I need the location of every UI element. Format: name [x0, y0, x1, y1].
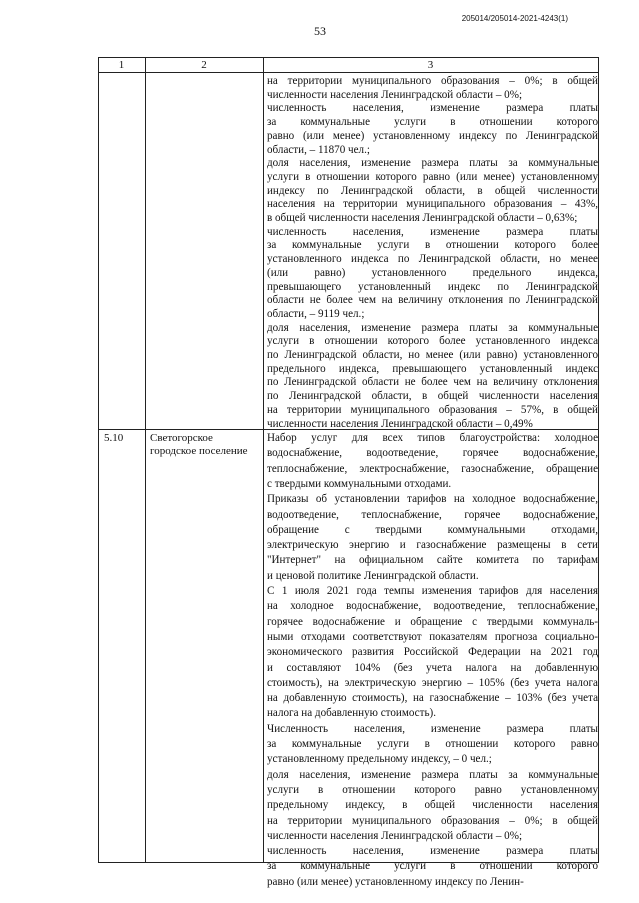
document-id: 205014/205014-2021-4243(1): [461, 14, 568, 23]
col3-text-line: обращение с твердыми коммунальными отходами,: [267, 523, 598, 536]
col3-text-line: в общей численности населения Ленинградской области – 0,63%;: [267, 212, 578, 224]
row-number-5-10: 5.10: [104, 432, 124, 444]
header-col-3: 3: [427, 59, 434, 71]
col3-text-line: области, – 11870 чел.;: [267, 143, 370, 156]
col3-text-line: Набор услуг для всех типов благоустройства: холодное: [267, 432, 598, 444]
col3-text-line: области, – 9119 чел.;: [267, 307, 365, 320]
col3-text-line: и составляют 104% (без учета налога на добавленную: [267, 661, 598, 674]
col3-text-line: области не более чем на величину отклонения по Ленинградской: [267, 294, 598, 307]
col3-text-line: предельному индексу, в общей численности населения: [267, 799, 598, 812]
col3-text-line: Приказы об установлении тарифов на холодное водоснабжение,: [267, 493, 598, 506]
col3-text-line: горячее водоснабжение и обращение с твердыми коммуналь-: [267, 615, 598, 628]
col3-text-line: предельного индекса, превышающего установленный индекс: [267, 362, 598, 375]
col3-text-line: по Ленинградской области, в общей численности населения: [267, 390, 598, 403]
header-col-1: 1: [118, 59, 125, 71]
col3-text-line: по Ленинградской области не более чем на величину отклонения: [267, 376, 598, 389]
col3-text-line: теплоснабжение, электроснабжение, газоснабжение, обращение: [267, 462, 598, 475]
table-border-top: [98, 57, 599, 58]
col3-text-line: и ценовой политике Ленинградской области.: [267, 569, 479, 582]
column-divider-2: [263, 57, 264, 863]
col3-text-line: численность населения, изменение размера платы: [267, 102, 598, 115]
col3-text-line: услуги в отношении которого более установленного индекса: [267, 335, 598, 348]
col3-text-line: превышающего установленный индекс по Ленинградской: [267, 280, 598, 293]
col3-text-line: (или равно) установленного предельного индекса,: [267, 266, 598, 279]
col3-text-line: численности населения Ленинградской области – 0,49%: [267, 417, 533, 430]
municipality-name-line: городское поселение: [150, 445, 248, 457]
col3-text-line: налога на добавленную стоимость).: [267, 707, 436, 720]
col3-text-line: за коммунальные услуги в отношении которого равно: [267, 738, 598, 750]
col3-text-line: услуги в отношении которого равно (или менее) установленному: [267, 170, 598, 183]
col3-text-line: доля населения, изменение размера платы за коммунальные: [267, 321, 598, 334]
col3-text-line: на территории муниципального образования – 57%, в общей: [267, 403, 598, 416]
col3-text-line: равно (или менее) установленному индексу по Ленинградской: [267, 129, 598, 142]
column-divider-1: [145, 57, 146, 863]
col3-text-line: водоснабжение, водоотведение, горячее водоснабжение,: [267, 447, 598, 460]
col3-text-line: электрическую энергию и газоснабжение размещены в сети: [267, 539, 598, 552]
col3-text-line: стоимость), на электрическую энергию – 105% (без учета налога: [267, 676, 598, 689]
col3-text-line: доля населения, изменение размера платы за коммунальные: [267, 768, 598, 781]
col3-text-line: на территории муниципального образования – 0%; в общей: [267, 75, 598, 87]
col3-text-line: на территории муниципального образования – 0%; в общей: [267, 814, 598, 827]
col3-text-line: за коммунальные услуги в отношении которого: [267, 116, 598, 129]
col3-text-line: услуги в отношении которого равно установленному: [267, 783, 598, 796]
col3-text-line: экономического развития Российской Федерации на 2021 год: [267, 646, 598, 659]
col3-text-line: по Ленинградской области, но менее (или равно) установленного: [267, 349, 598, 361]
col3-text-line: равно (или менее) установленному индексу по Ленин-: [267, 875, 524, 888]
col3-text-line: численности населения Ленинградской области – 0%;: [267, 88, 523, 101]
col3-text-line: за коммунальные услуги в отношении которого: [267, 860, 598, 873]
col3-text-line: численность населения, изменение размера платы: [267, 845, 598, 858]
col3-text-line: доля населения, изменение размера платы за коммунальные: [267, 157, 598, 170]
col3-text-line: населения на территории муниципального образования – 43%,: [267, 198, 598, 211]
col3-text-line: установленного индекса по Ленинградской области, но менее: [267, 253, 598, 266]
municipality-name-line: Светогорское: [150, 432, 213, 444]
table-border-right: [598, 57, 599, 863]
col3-text-line: "Интернет" на официальном сайте комитета по тарифам: [267, 554, 598, 567]
col3-text-line: С 1 июля 2021 года темпы изменения тарифов для населения: [267, 585, 598, 597]
header-col-2: 2: [201, 59, 207, 71]
page-number: 53: [314, 24, 326, 38]
header-divider: [98, 72, 599, 73]
col3-text-line: установленному предельному индексу, – 0 чел.;: [267, 753, 492, 766]
col3-text-line: на холодное водоснабжение, водоотведение, теплоснабжение,: [267, 600, 598, 613]
col3-text-line: с твердыми коммунальными отходами.: [267, 477, 452, 490]
col3-text-line: на добавленную стоимость), на газоснабжение – 103% (без учета: [267, 692, 598, 705]
col3-text-line: за коммунальные услуги в отношении которого более: [267, 239, 598, 252]
col3-text-line: Численность населения, изменение размера платы: [267, 722, 598, 735]
col3-text-line: численности населения Ленинградской области – 0%;: [267, 829, 523, 842]
col3-text-line: водоотведение, теплоснабжение, горячее водоснабжение,: [267, 508, 598, 521]
col3-text-line: индексу по Ленинградской области, в общей численности: [267, 184, 598, 197]
table-border-left: [98, 57, 99, 863]
col3-text-line: численность населения, изменение размера платы: [267, 225, 598, 238]
col3-text-line: ными отходами соответствуют показателям прогноза социально-: [267, 630, 598, 643]
